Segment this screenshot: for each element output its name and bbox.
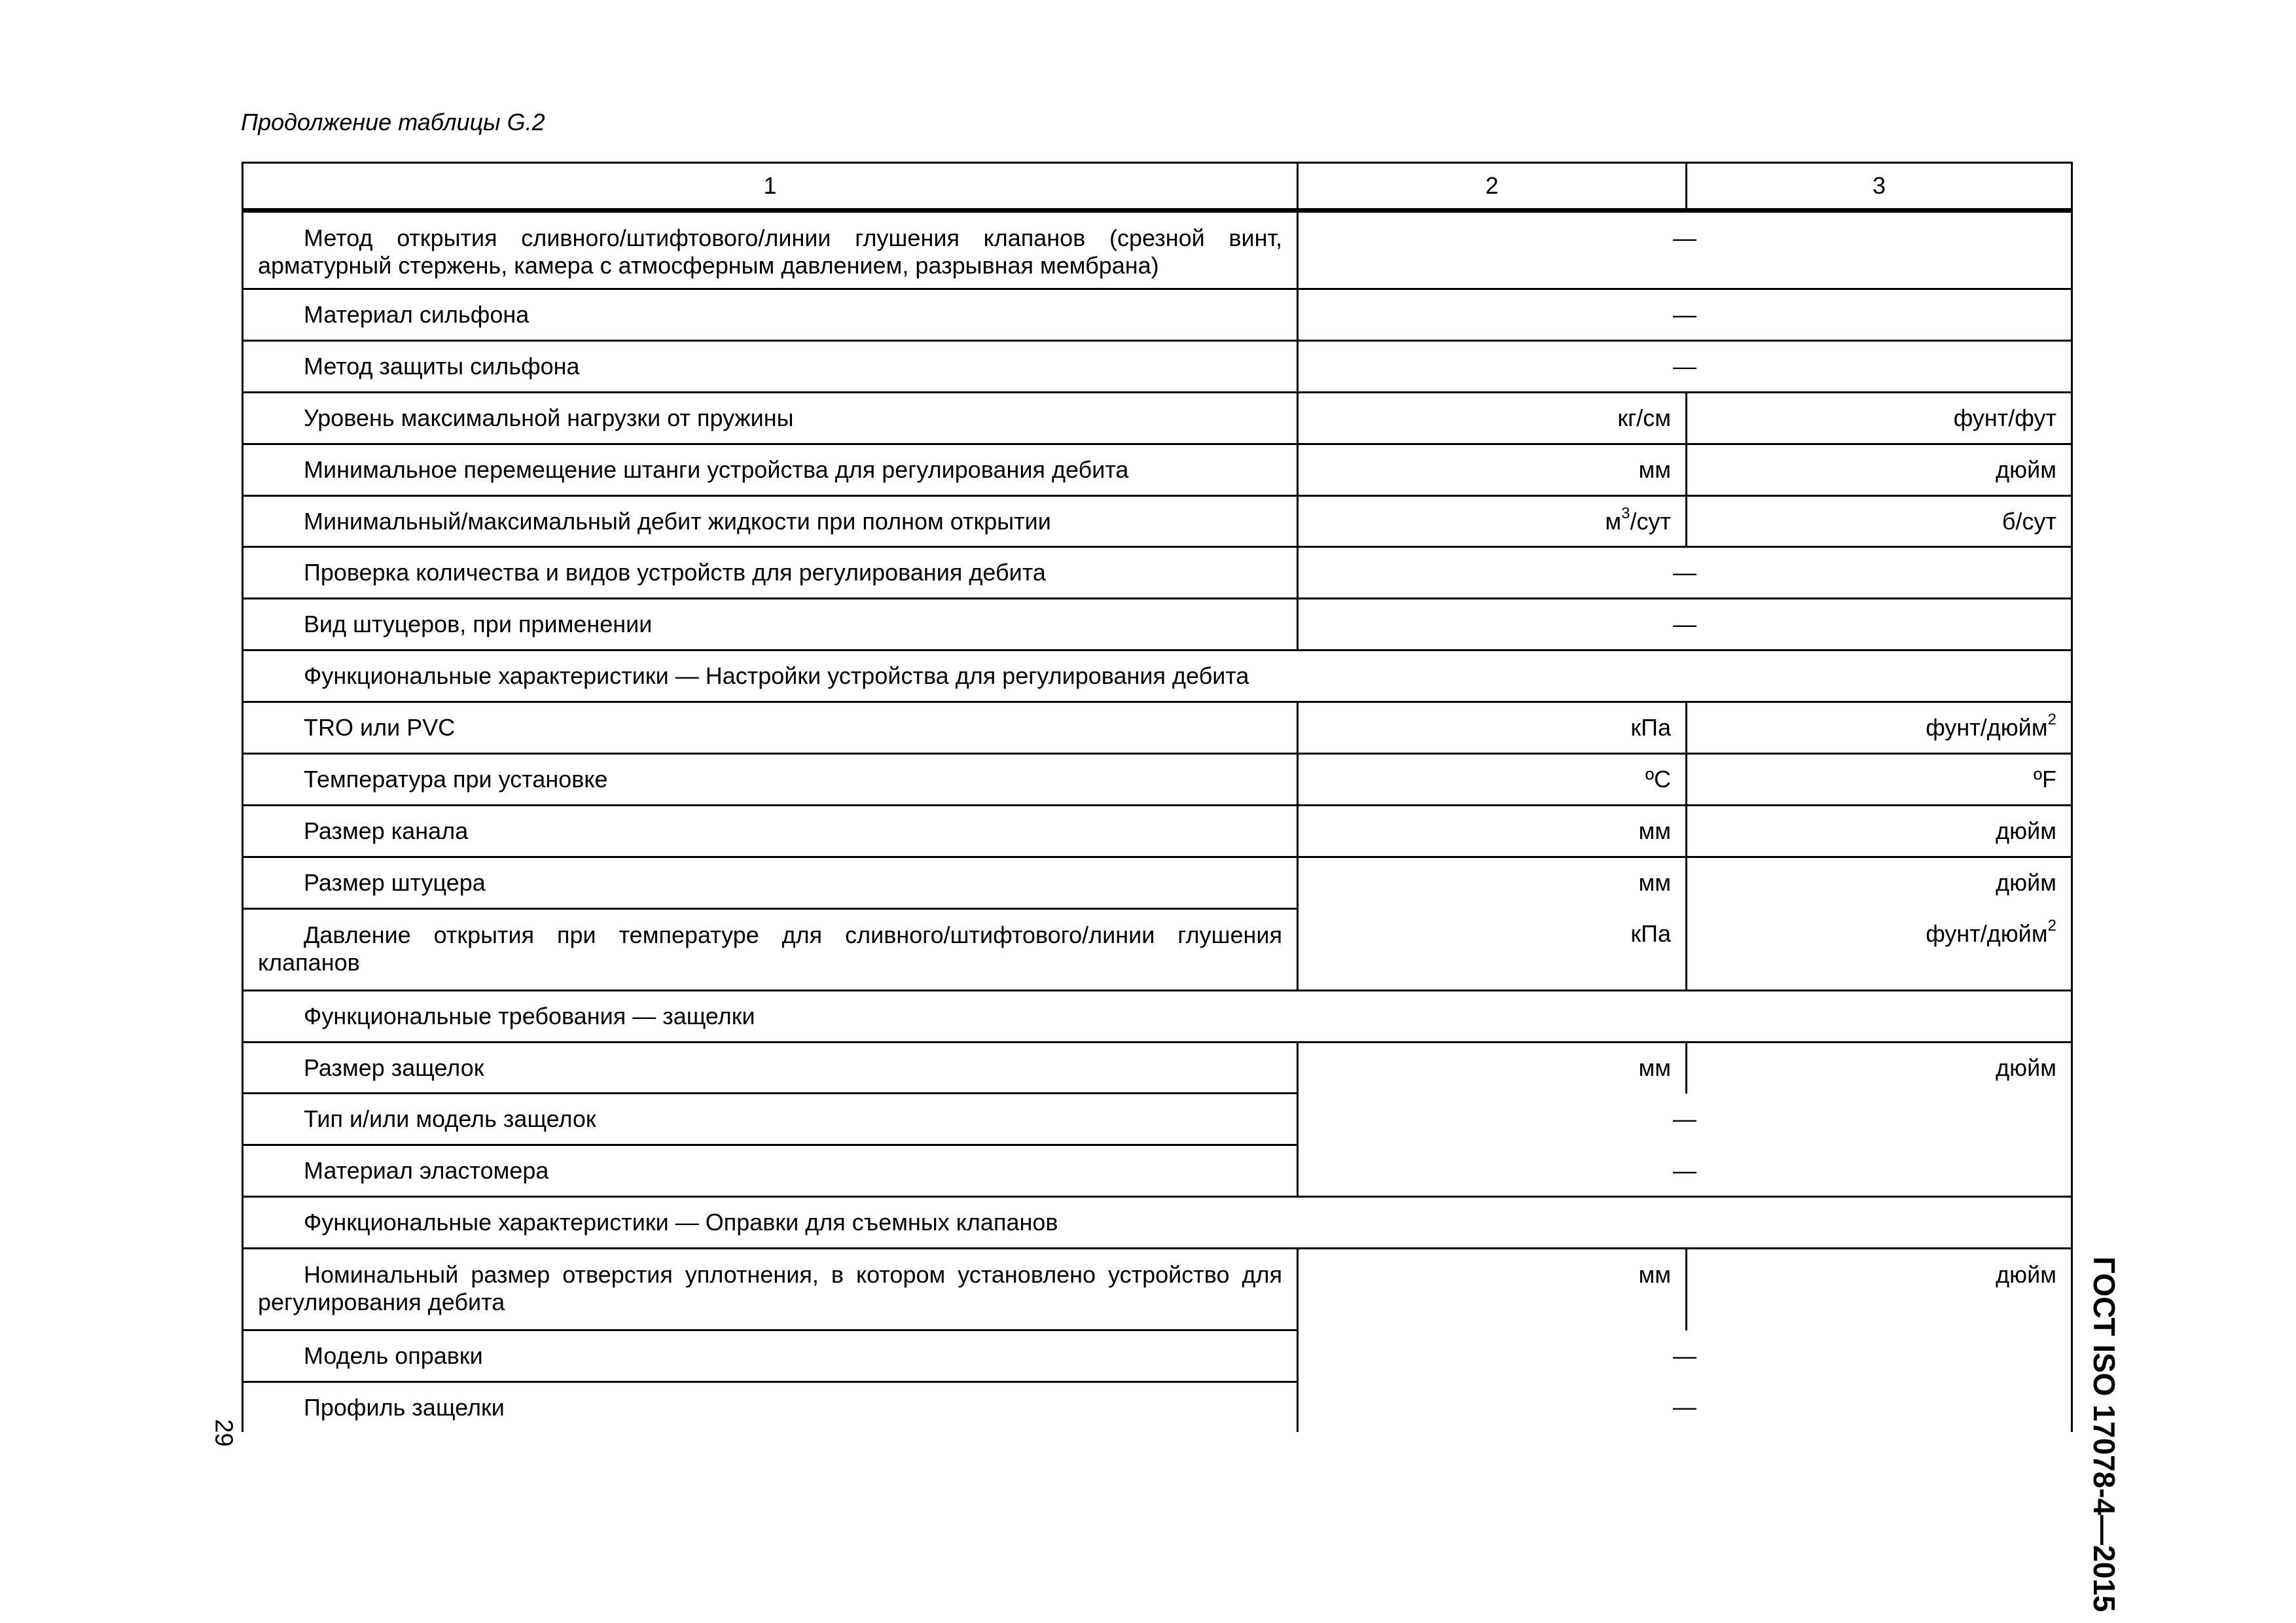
parameter-cell: Минимальный/максимальный дебит жидкости при полном открытии (243, 495, 1298, 547)
dash-cell: — (1298, 547, 2072, 599)
section-heading: Функциональные характеристики — Оправки для съемных клапанов (243, 1197, 2072, 1249)
parameter-cell: Материал сильфона (243, 289, 1298, 341)
table-row (243, 702, 2072, 754)
section-row (243, 651, 2072, 702)
parameter-cell: Модель оправки (243, 1330, 1298, 1382)
si-unit-cell: мм (1298, 805, 1687, 857)
table-row (243, 547, 2072, 599)
section-heading: Функциональные характеристики — Настройки устройства для регулирования дебита (243, 651, 2072, 702)
table-row (243, 340, 2072, 392)
page-number: 29 (209, 1419, 238, 1447)
parameter-cell: Номинальный размер отверстия уплотнения, в котором установлено устройство для регулирования дебита (243, 1249, 1298, 1330)
unit-exponent: 3 (1621, 504, 1630, 522)
parameter-cell: Метод открытия сливного/штифтового/линии глушения клапанов (срезной винт, арматурный стержень, камера с атмосферным давлением, разрывная мембрана) (243, 211, 1298, 289)
dash-cell: — (1298, 1330, 2072, 1382)
unit-base: фунт/дюйм (1926, 714, 2048, 741)
table-row (243, 211, 2072, 289)
table-row (243, 289, 2072, 341)
si-unit-cell: кПа (1298, 702, 1687, 754)
specification-table (242, 162, 2073, 1432)
table-caption: Продолжение таблицы G.2 (241, 109, 545, 135)
table-row (243, 1094, 2072, 1145)
table-row (243, 444, 2072, 495)
table-row (243, 1330, 2072, 1382)
parameter-cell: Размер штуцера (243, 857, 1298, 908)
parameter-cell: Проверка количества и видов устройств для регулирования дебита (243, 547, 1298, 599)
si-unit-cell: мм (1298, 1249, 1687, 1330)
imperial-unit-cell: дюйм (1687, 857, 2072, 908)
column-header-2: 2 (1298, 163, 1687, 211)
unit-suffix: /сут (1630, 507, 1671, 535)
parameter-cell: Метод защиты сильфона (243, 340, 1298, 392)
table-row (243, 392, 2072, 444)
section-row (243, 990, 2072, 1042)
dash-cell: — (1298, 340, 2072, 392)
imperial-unit-cell (1687, 702, 2072, 754)
unit-base: фунт/дюйм (1926, 920, 2048, 948)
imperial-unit-cell: дюйм (1687, 805, 2072, 857)
si-unit-cell (1298, 495, 1687, 547)
table-row (243, 1382, 2072, 1432)
table-row (243, 1145, 2072, 1197)
imperial-unit-cell: дюйм (1687, 444, 2072, 495)
standard-designation: ГОСТ ISO 17078-4—2015 (2087, 1257, 2121, 1613)
parameter-cell: Профиль защелки (243, 1382, 1298, 1432)
si-unit-cell: кг/см (1298, 392, 1687, 444)
column-header-3: 3 (1687, 163, 2072, 211)
parameter-cell: Размер защелок (243, 1042, 1298, 1094)
si-unit-cell: мм (1298, 1042, 1687, 1094)
dash-cell: — (1298, 1382, 2072, 1432)
parameter-cell: Материал эластомера (243, 1145, 1298, 1197)
si-unit-cell: мм (1298, 857, 1687, 908)
parameter-cell: Тип и/или модель защелок (243, 1094, 1298, 1145)
unit-exponent: 2 (2047, 711, 2056, 729)
table-row (243, 599, 2072, 651)
table-row (243, 805, 2072, 857)
parameter-cell: Минимальное перемещение штанги устройства для регулирования дебита (243, 444, 1298, 495)
imperial-unit-cell: б/сут (1687, 495, 2072, 547)
parameter-cell: Давление открытия при температуре для сливного/штифтового/линии глушения клапанов (243, 908, 1298, 990)
column-header-1: 1 (243, 163, 1298, 211)
table-row (243, 495, 2072, 547)
dash-cell: — (1298, 1094, 2072, 1145)
table-row (243, 857, 2072, 908)
section-heading: Функциональные требования — защелки (243, 990, 2072, 1042)
dash-cell: — (1298, 211, 2072, 289)
parameter-cell: Уровень максимальной нагрузки от пружины (243, 392, 1298, 444)
dash-cell: — (1298, 599, 2072, 651)
unit-exponent: 2 (2047, 917, 2056, 935)
dash-cell: — (1298, 289, 2072, 341)
unit-base: м (1605, 507, 1622, 535)
imperial-unit-cell: фунт/фут (1687, 392, 2072, 444)
parameter-cell: TRO или PVC (243, 702, 1298, 754)
imperial-unit-cell: ºF (1687, 754, 2072, 806)
table-row (243, 1042, 2072, 1094)
imperial-unit-cell: дюйм (1687, 1042, 2072, 1094)
si-unit-cell: ºC (1298, 754, 1687, 806)
si-unit-cell: кПа (1298, 908, 1687, 990)
table-row (243, 908, 2072, 990)
imperial-unit-cell: дюйм (1687, 1249, 2072, 1330)
table-header-row (243, 163, 2072, 211)
section-row (243, 1197, 2072, 1249)
parameter-cell: Вид штуцеров, при применении (243, 599, 1298, 651)
parameter-cell: Размер канала (243, 805, 1298, 857)
imperial-unit-cell (1687, 908, 2072, 990)
si-unit-cell: мм (1298, 444, 1687, 495)
dash-cell: — (1298, 1145, 2072, 1197)
parameter-cell: Температура при установке (243, 754, 1298, 806)
table-row (243, 754, 2072, 806)
table-row (243, 1249, 2072, 1330)
